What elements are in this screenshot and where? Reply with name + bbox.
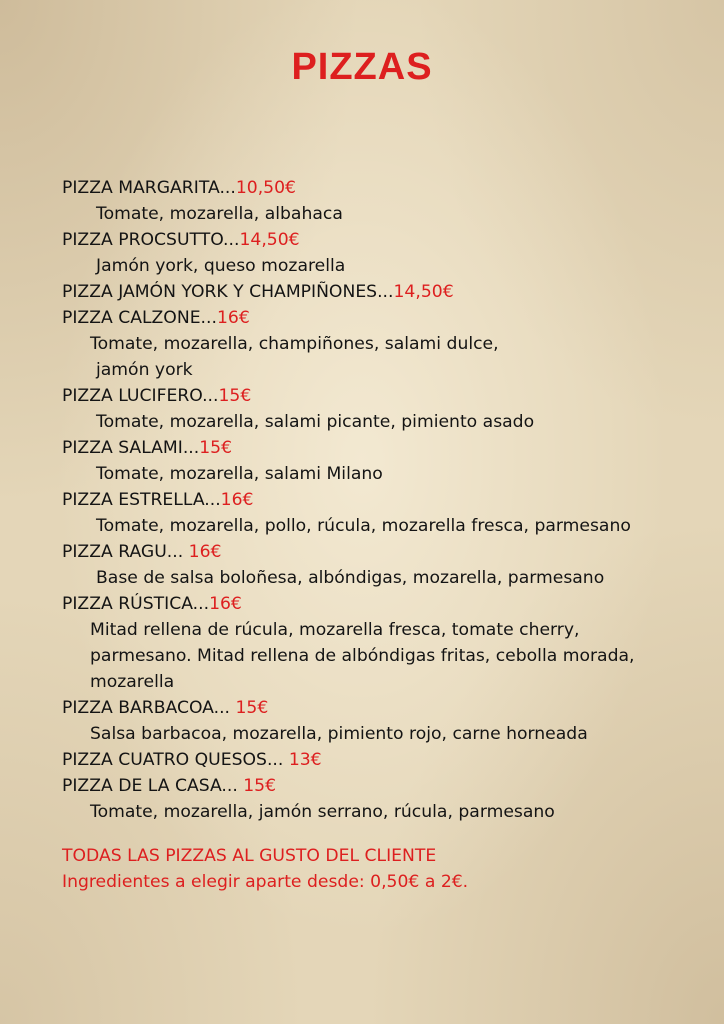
pizza-ingredients: Jamón york, queso mozarella <box>96 256 346 276</box>
pizza-price: 14,50€ <box>393 282 454 302</box>
pizza-ingredients: Tomate, mozarella, salami Milano <box>96 464 383 484</box>
pizza-ingredients: Mitad rellena de rúcula, mozarella fresca, tomate cherry, <box>90 620 580 640</box>
pizza-price: 16€ <box>209 594 242 614</box>
pizza-name: PIZZA RÚSTICA... <box>62 594 210 614</box>
pizza-price: 15€ <box>235 698 269 718</box>
pizza-name: PIZZA PROCSUTTO... <box>62 230 240 250</box>
pizza-ingredients: Tomate, mozarella, champiñones, salami dulce, <box>90 334 499 354</box>
pizza-ingredients: Tomate, mozarella, jamón serrano, rúcula, parmesano <box>90 802 555 822</box>
pizza-ingredients: parmesano. Mitad rellena de albóndigas fritas, cebolla morada, <box>90 646 635 666</box>
pizza-item <box>62 695 702 747</box>
pizza-name: PIZZA CALZONE... <box>62 308 217 328</box>
pizza-item <box>62 227 702 279</box>
pizza-price: 15€ <box>218 386 252 406</box>
pizza-item <box>62 435 702 487</box>
page-title: PIZZAS <box>291 46 433 88</box>
pizza-price: 14,50€ <box>239 230 300 250</box>
pizza-ingredients: Tomate, mozarella, salami picante, pimiento asado <box>96 412 535 432</box>
pizza-ingredients: Tomate, mozarella, albahaca <box>96 204 343 224</box>
pizza-price: 15€ <box>199 438 233 458</box>
pizza-price: 16€ <box>188 542 222 562</box>
pizza-price: 10,50€ <box>235 178 296 198</box>
pizza-name: PIZZA LUCIFERO... <box>62 386 219 406</box>
pizza-item <box>62 487 702 539</box>
pizza-price: 15€ <box>243 776 277 796</box>
pizza-ingredients: Salsa barbacoa, mozarella, pimiento rojo, carne horneada <box>90 724 588 744</box>
pizza-item <box>62 773 702 825</box>
pizza-price: 16€ <box>216 308 250 328</box>
footer-note <box>62 843 468 895</box>
pizza-price: 13€ <box>288 750 322 770</box>
pizza-name: PIZZA SALAMI... <box>62 438 200 458</box>
pizza-ingredients: Base de salsa boloñesa, albóndigas, mozarella, parmesano <box>96 568 605 588</box>
pizza-item <box>62 305 702 383</box>
pizza-item <box>62 383 702 435</box>
pizza-name: PIZZA JAMÓN YORK Y CHAMPIÑONES... <box>62 282 394 302</box>
pizza-item <box>62 539 702 591</box>
pizza-name: PIZZA DE LA CASA... <box>62 776 244 796</box>
pizza-name: PIZZA BARBACOA... <box>62 698 236 718</box>
pizza-ingredients: jamón york <box>96 360 193 380</box>
pizza-name: PIZZA CUATRO QUESOS... <box>62 750 289 770</box>
pizza-name: PIZZA MARGARITA... <box>62 178 236 198</box>
footer-line-2: Ingredientes a elegir aparte desde: 0,50€ a 2€. <box>62 872 469 892</box>
pizza-name: PIZZA RAGU... <box>62 542 189 562</box>
pizza-list <box>62 175 702 825</box>
pizza-item <box>62 747 702 773</box>
pizza-price: 16€ <box>220 490 254 510</box>
footer-line-1: TODAS LAS PIZZAS AL GUSTO DEL CLIENTE <box>62 846 437 866</box>
pizza-item <box>62 279 702 305</box>
pizza-name: PIZZA ESTRELLA... <box>62 490 221 510</box>
pizza-item <box>62 591 702 695</box>
pizza-ingredients: mozarella <box>90 672 175 692</box>
pizza-ingredients: Tomate, mozarella, pollo, rúcula, mozarella fresca, parmesano <box>96 516 631 536</box>
pizza-item <box>62 175 702 227</box>
